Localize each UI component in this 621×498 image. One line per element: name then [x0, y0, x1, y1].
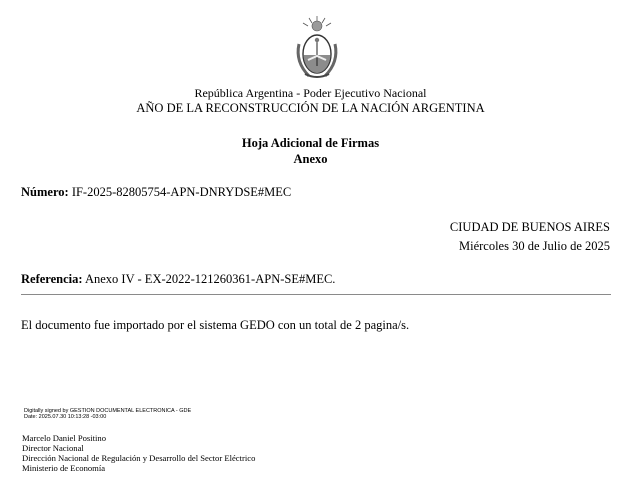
- header-republic: República Argentina - Poder Ejecutivo Nacional: [194, 86, 427, 100]
- digital-signature-date: Date: 2025.07.30 10:13:28 -03:00: [24, 414, 107, 420]
- divider: [21, 294, 611, 295]
- document-date: Miércoles 30 de Julio de 2025: [458, 239, 610, 253]
- signer-office: Dirección Nacional de Regulación y Desarrollo del Sector Eléctrico: [22, 453, 256, 463]
- signer-role: Director Nacional: [22, 443, 84, 453]
- document-title: Hoja Adicional de Firmas: [241, 136, 380, 150]
- referencia-label: Referencia:: [21, 272, 83, 286]
- numero-row: [21, 185, 291, 200]
- digital-signature-line: Digitally signed by GESTION DOCUMENTAL ELECTRONICA - GDE: [24, 408, 192, 414]
- numero-value: IF-2025-82805754-APN-DNRYDSE#MEC: [71, 185, 292, 199]
- coat-of-arms-icon: [291, 14, 343, 84]
- signer-ministry: Ministerio de Economía: [22, 463, 106, 473]
- referencia-value: Anexo IV - EX-2022-121260361-APN-SE#MEC.: [84, 272, 336, 286]
- signer-name: Marcelo Daniel Positino: [22, 433, 107, 443]
- city: CIUDAD DE BUENOS AIRES: [449, 220, 610, 234]
- document-subtitle: Anexo: [293, 152, 328, 166]
- body-text: El documento fue importado por el sistema GEDO con un total de 2 pagina/s.: [21, 318, 410, 332]
- numero-label: Número:: [21, 185, 69, 199]
- header-year-motto: AÑO DE LA RECONSTRUCCIÓN DE LA NACIÓN ARGENTINA: [136, 101, 485, 115]
- referencia-row: [21, 272, 335, 287]
